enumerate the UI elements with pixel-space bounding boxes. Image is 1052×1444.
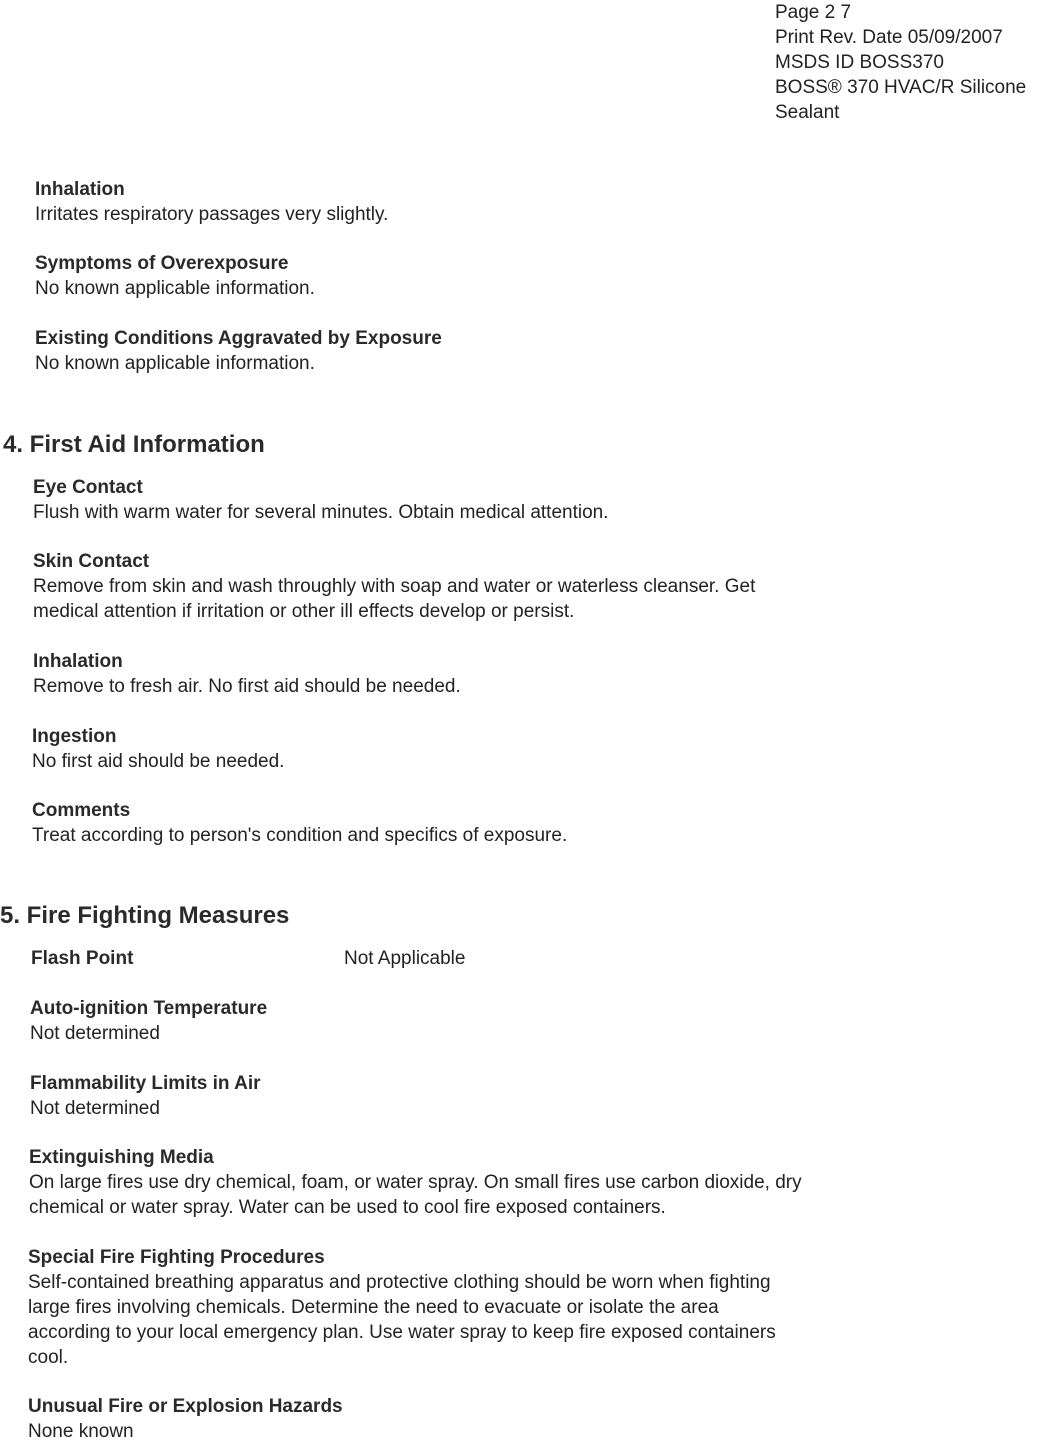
s5-autoignition bbox=[30, 996, 267, 1046]
s5-autoignition-label: Auto-ignition Temperature bbox=[30, 998, 268, 1019]
s4-ingestion-text: No first aid should be needed. bbox=[32, 751, 285, 772]
s5-flash-value: Not Applicable bbox=[344, 948, 466, 969]
s5-flammability bbox=[30, 1071, 261, 1121]
s5-flammability-text: Not determined bbox=[30, 1098, 160, 1119]
s5-special-label: Special Fire Fighting Procedures bbox=[28, 1247, 325, 1268]
document-header bbox=[775, 0, 1026, 125]
s4-skin-line1: Remove from skin and wash throughly with soap and water or waterless cleanser. Get bbox=[33, 576, 756, 597]
s3-existing-label: Existing Conditions Aggravated by Exposure bbox=[35, 328, 442, 349]
s5-extinguishing-label: Extinguishing Media bbox=[29, 1147, 214, 1168]
s5-unusual-text: None known bbox=[28, 1421, 134, 1442]
s5-special-line3: according to your local emergency plan. Use water spray to keep fire exposed containers bbox=[28, 1322, 776, 1343]
s5-unusual-label: Unusual Fire or Explosion Hazards bbox=[28, 1396, 343, 1417]
s3-inhalation-text: Irritates respiratory passages very slightly. bbox=[35, 204, 389, 225]
s5-extinguishing bbox=[29, 1145, 802, 1220]
product-name: BOSS® 370 HVAC/R Silicone bbox=[775, 77, 1027, 98]
page-number: Page 2 7 bbox=[775, 2, 852, 23]
s5-special-line4: cool. bbox=[28, 1347, 69, 1368]
s5-extinguishing-line2: chemical or water spray. Water can be used to cool fire exposed containers. bbox=[29, 1197, 666, 1218]
section4-title: 4. First Aid Information bbox=[3, 431, 265, 458]
s3-symptoms-label: Symptoms of Overexposure bbox=[35, 253, 289, 274]
s4-comments-label: Comments bbox=[32, 800, 131, 821]
s5-flammability-label: Flammability Limits in Air bbox=[30, 1073, 261, 1094]
s3-symptoms bbox=[35, 251, 315, 301]
section5-title: 5. Fire Fighting Measures bbox=[0, 902, 290, 929]
s3-inhalation-label: Inhalation bbox=[35, 179, 125, 200]
s5-extinguishing-line1: On large fires use dry chemical, foam, or water spray. On small fires use carbon dioxide, dry bbox=[29, 1172, 802, 1193]
s5-autoignition-text: Not determined bbox=[30, 1023, 160, 1044]
s5-special-line1: Self-contained breathing apparatus and protective clothing should be worn when fighting bbox=[28, 1272, 771, 1293]
s3-existing-text: No known applicable information. bbox=[35, 353, 315, 374]
s4-ingestion bbox=[32, 724, 284, 774]
msds-id: MSDS ID BOSS370 bbox=[775, 52, 944, 73]
s5-flash bbox=[31, 946, 133, 971]
s4-inhalation-label: Inhalation bbox=[33, 651, 123, 672]
s4-ingestion-label: Ingestion bbox=[32, 726, 117, 747]
s4-comments bbox=[32, 798, 567, 848]
s4-skin-label: Skin Contact bbox=[33, 551, 150, 572]
s3-inhalation bbox=[35, 177, 388, 227]
s5-unusual bbox=[28, 1394, 343, 1444]
s3-symptoms-text: No known applicable information. bbox=[35, 278, 315, 299]
print-rev-date: Print Rev. Date 05/09/2007 bbox=[775, 27, 1003, 48]
product-name-cont: Sealant bbox=[775, 102, 840, 123]
s4-skin bbox=[33, 549, 755, 624]
s4-eye-label: Eye Contact bbox=[33, 477, 143, 498]
s4-skin-line2: medical attention if irritation or other ill effects develop or persist. bbox=[33, 601, 575, 622]
s4-inhalation bbox=[33, 649, 461, 699]
s4-eye bbox=[33, 475, 609, 525]
s5-special bbox=[28, 1245, 776, 1370]
s5-special-line2: large fires involving chemicals. Determine the need to evacuate or isolate the area bbox=[28, 1297, 719, 1318]
s4-inhalation-text: Remove to fresh air. No first aid should be needed. bbox=[33, 676, 461, 697]
s3-existing bbox=[35, 326, 442, 376]
s4-comments-text: Treat according to person's condition and specifics of exposure. bbox=[32, 825, 568, 846]
s4-eye-text: Flush with warm water for several minutes. Obtain medical attention. bbox=[33, 502, 609, 523]
s5-flash-label: Flash Point bbox=[31, 948, 134, 969]
